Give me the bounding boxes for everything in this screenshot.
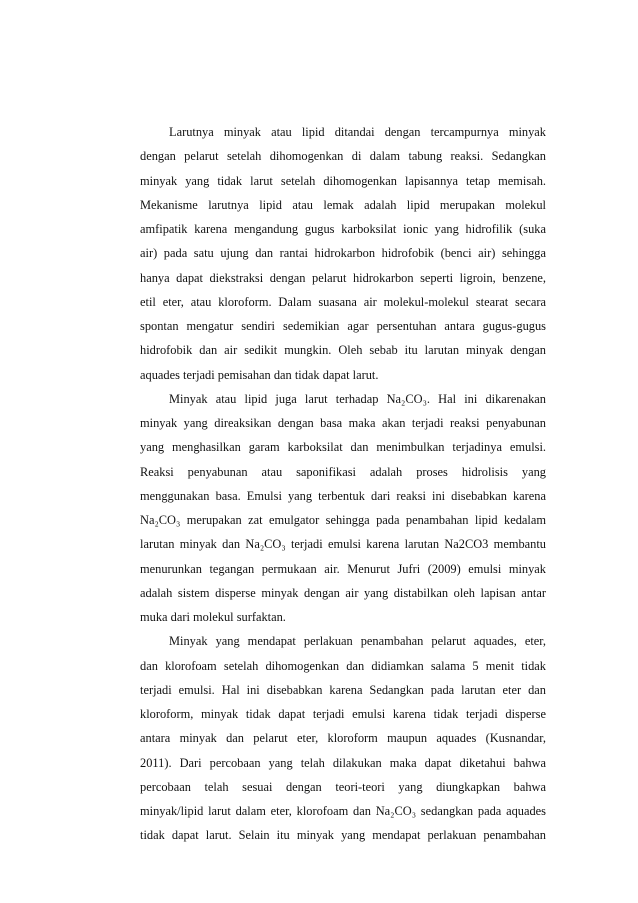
text-line: Minyak yang mendapat perlakuan penambahan pelarut aquades, eter, <box>169 634 546 649</box>
text-line: antara minyak dan pelarut eter, kloroform maupun aquades (Kusnandar, <box>140 731 546 746</box>
text-line: Na₂CO₃ merupakan zat emulgator sehingga pada penambahan lipid kedalam <box>140 513 546 527</box>
text-line: larutan minyak dan Na₂CO₃ terjadi emulsi karena larutan Na2CO3 membantu <box>140 537 546 552</box>
text-line: menggunakan basa. Emulsi yang terbentuk dari reaksi ini disebabkan karena <box>140 488 546 503</box>
text-line: minyak yang direaksikan dengan basa maka akan terjadi reaksi penyabunan <box>140 416 546 430</box>
text-line: hidrofobik dan air sedikit mungkin. Oleh sebab itu larutan minyak dengan <box>140 343 546 358</box>
text-line: aquades terjadi pemisahan dan tidak dapat larut. <box>140 367 379 382</box>
text-line: percobaan telah sesuai dengan teori-teori yang diungkapkan bahwa <box>140 779 546 794</box>
text-line: yang menghasilkan garam karboksilat dan menimbulkan terjadinya emulsi. <box>140 440 546 455</box>
body-text <box>140 120 546 848</box>
text-line: tidak dapat larut. Selain itu minyak yang mendapat perlakuan penambahan <box>140 828 546 843</box>
text-line: menurunkan tegangan permukaan air. Menurut Jufri (2009) emulsi minyak <box>140 561 546 576</box>
text-line: 2011). Dari percobaan yang telah dilakukan maka dapat diketahui bahwa <box>140 755 546 770</box>
text-line: adalah sistem disperse minyak dengan air yang distabilkan oleh lapisan antar <box>140 585 546 600</box>
text-line: amfipatik karena mengandung gugus karboksilat ionic yang hidrofilik (suka <box>140 222 546 236</box>
text-line: muka dari molekul surfaktan. <box>140 610 286 624</box>
text-line: minyak yang tidak larut setelah dihomogenkan lapisannya tetap memisah. <box>140 173 546 188</box>
paragraph-2 <box>140 387 546 630</box>
text-line: dengan pelarut setelah dihomogenkan di dalam tabung reaksi. Sedangkan <box>140 149 546 164</box>
text-line: terjadi emulsi. Hal ini disebabkan karena Sedangkan pada larutan eter dan <box>140 682 546 697</box>
text-line: kloroform, minyak tidak dapat terjadi emulsi karena tidak terjadi disperse <box>140 707 546 721</box>
text-line: Reaksi penyabunan atau saponifikasi adalah proses hidrolisis yang <box>140 464 546 479</box>
text-line: minyak/lipid larut dalam eter, klorofoam dan Na₂CO₃ sedangkan pada aquades <box>140 804 546 818</box>
text-line: hanya dapat diekstraksi dengan pelarut hidrokarbon seperti ligroin, benzene, <box>140 270 546 285</box>
text-line: spontan mengatur sendiri sedemikian agar persentuhan antara gugus-gugus <box>140 319 546 333</box>
text-line: air) pada satu ujung dan rantai hidrokarbon hidrofobik (benci air) sehingga <box>140 246 546 261</box>
text-line: dan klorofoam setelah dihomogenkan dan didiamkan salama 5 menit tidak <box>140 658 546 673</box>
paragraph-1 <box>140 120 546 387</box>
text-line: etil eter, atau kloroform. Dalam suasana air molekul-molekul stearat secara <box>140 294 546 309</box>
text-line: Larutnya minyak atau lipid ditandai dengan tercampurnya minyak <box>169 125 546 139</box>
text-line: Minyak atau lipid juga larut terhadap Na₂CO₃. Hal ini dikarenakan <box>169 391 546 406</box>
paragraph-3 <box>140 629 546 847</box>
text-line: Mekanisme larutnya lipid atau lemak adalah lipid merupakan molekul <box>140 197 546 212</box>
